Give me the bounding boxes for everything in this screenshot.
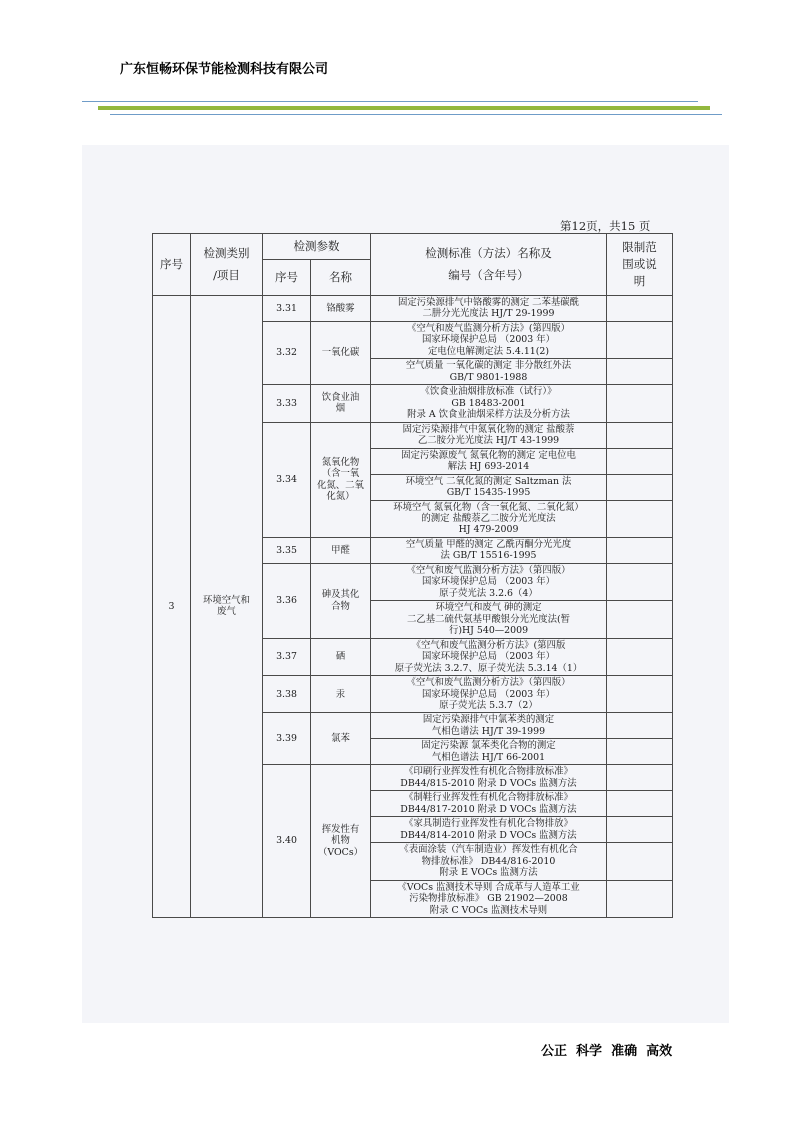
header-category-line2: /项目 (213, 267, 240, 282)
table-row (153, 296, 673, 322)
standard-line: 《表面涂装（汽车制造业）挥发性有机化合 (399, 844, 578, 856)
standard-line: DB44/814-2010 附录 D VOCs 监测方法 (400, 829, 577, 841)
standard-cell (371, 843, 607, 880)
standard-cell (371, 791, 607, 817)
param-number: 3.40 (263, 765, 311, 918)
standard-line: 乙二胺分光光度法 HJ/T 43-1999 (417, 435, 560, 447)
standard-cell (371, 321, 607, 358)
standard-cell (371, 739, 607, 765)
param-name (311, 422, 371, 537)
header-param-seq: 序号 (263, 260, 311, 296)
param-name-line: 饮食业油 (321, 392, 360, 404)
standard-line: 《VOCs 监测技术导则 合成革与人造革工业 (397, 881, 580, 893)
standard-line: GB/T 15435-1995 (446, 487, 531, 499)
company-name: 广东恒畅环保节能检测科技有限公司 (120, 62, 329, 77)
param-name-line: 甲醛 (331, 544, 350, 556)
standard-line: GB/T 9801-1988 (449, 371, 528, 383)
standard-line: 国家环境保护总局 （2003 年） (422, 688, 555, 700)
page-number: 第12页，共15 页 (560, 219, 651, 233)
standard-line: 气相色谱法 HJ/T 66-2001 (431, 751, 546, 763)
limit-cell (607, 817, 673, 843)
standard-line: 国家环境保护总局 （2003 年） (422, 651, 555, 663)
limit-cell (607, 713, 673, 739)
limit-cell (607, 601, 673, 638)
standard-cell (371, 385, 607, 422)
standard-cell (371, 448, 607, 474)
standard-line: 原子荧光法 3.2.6（4） (439, 587, 538, 599)
standard-line: DB44/817-2010 附录 D VOCs 监测方法 (400, 803, 577, 815)
param-number: 3.35 (263, 537, 311, 563)
header-rule-green (98, 106, 710, 110)
param-name-line: 一氧化碳 (321, 347, 360, 359)
standard-line: 《印刷行业挥发性有机化合物排放标准》 (404, 766, 573, 778)
standard-cell (371, 817, 607, 843)
standard-line: 物排放标准》 DB44/816-2010 (421, 855, 556, 867)
param-name-line: 汞 (335, 688, 346, 700)
standard-cell (371, 638, 607, 675)
param-name (311, 676, 371, 713)
standard-line: 固定污染源排气中氮氧化物的测定 盐酸萘 (402, 423, 575, 435)
param-name-line: 氮氧化物 (321, 456, 360, 468)
standard-line: GB 18483-2001 (451, 397, 526, 409)
standard-cell (371, 880, 607, 917)
standard-line: 固定污染源 氯苯类化合物的测定 (421, 740, 556, 752)
param-number: 3.38 (263, 676, 311, 713)
standard-line: 附录 A 饮食业油烟采样方法及分析方法 (407, 409, 570, 421)
standard-line: 固定污染源废气 氮氧化物的测定 定电位电 (401, 449, 576, 461)
standard-cell (371, 422, 607, 448)
footer-slogan: 公正 科学 准确 高效 (541, 1044, 673, 1059)
param-name-line: 挥发性有 (321, 823, 360, 835)
param-name-line: （VOCs） (317, 846, 364, 858)
standard-line: 《家具制造行业挥发性有机化合物排放》 (404, 818, 573, 830)
param-name-line: （含一氧 (321, 468, 360, 480)
standard-line: 环境空气和废气 砷的测定 (435, 602, 542, 614)
standard-line: 附录 C VOCs 监测技术导则 (429, 904, 548, 916)
standard-line: 《空气和废气监测分析方法》（第四版） (406, 564, 571, 576)
standard-line: 环境空气 二氧化氮的测定 Saltzman 法 (405, 475, 572, 487)
standard-cell (371, 676, 607, 713)
standard-line: HJ 479-2009 (458, 524, 519, 536)
standard-line: 《饮食业油烟排放标准（试行）》 (420, 386, 557, 398)
header-limit (607, 234, 673, 296)
standard-cell (371, 474, 607, 500)
standard-line: 固定污染源排气中氯苯类的测定 (422, 714, 555, 726)
certificate-table (152, 233, 673, 918)
standard-line: 二乙基二硫代氨基甲酸银分光光度法(暂 (406, 613, 571, 625)
header-standard-line2: 编号（含年号） (448, 267, 529, 282)
header-seq: 序号 (153, 234, 191, 296)
standard-line: 附录 E VOCs 监测方法 (439, 867, 538, 879)
standard-line: 环境空气 氮氧化物（含一氧化氮、二氧化氮） (393, 501, 584, 513)
param-number: 3.33 (263, 385, 311, 422)
limit-cell (607, 880, 673, 917)
standard-cell (371, 563, 607, 600)
standard-cell (371, 296, 607, 322)
param-name-line: 机物 (331, 835, 350, 847)
param-number: 3.37 (263, 638, 311, 675)
limit-cell (607, 474, 673, 500)
limit-cell (607, 676, 673, 713)
limit-cell (607, 296, 673, 322)
standard-line: 行)HJ 540—2009 (448, 625, 529, 637)
standard-line: 国家环境保护总局 （2003 年） (422, 334, 555, 346)
limit-cell (607, 500, 673, 537)
param-name (311, 537, 371, 563)
limit-cell (607, 563, 673, 600)
limit-cell (607, 385, 673, 422)
standard-line: 《空气和废气监测分析方法》（第四版） (406, 677, 571, 689)
param-name-line: 硒 (335, 651, 346, 663)
param-name (311, 321, 371, 384)
header-standard-line1: 检测标准（方法）名称及 (425, 246, 552, 261)
standard-line: 空气质量 甲醛的测定 乙酰丙酮分光光度 (405, 538, 572, 550)
header-standard (371, 234, 607, 296)
standard-cell (371, 713, 607, 739)
group-seq: 3 (153, 296, 191, 918)
header-category-line1: 检测类别 (203, 246, 250, 261)
limit-cell (607, 739, 673, 765)
param-number: 3.39 (263, 713, 311, 765)
limit-cell (607, 765, 673, 791)
param-number: 3.36 (263, 563, 311, 638)
param-number: 3.32 (263, 321, 311, 384)
standard-line: 《空气和废气监测分析方法》(第四版 (411, 639, 566, 651)
standard-line: 气相色谱法 HJ/T 39-1999 (431, 725, 546, 737)
standard-line: 二肼分光光度法 HJ/T 29-1999 (422, 308, 555, 320)
standard-line: 固定污染源排气中铬酸雾的测定 二苯基碳酰 (397, 297, 580, 308)
standard-cell (371, 500, 607, 537)
param-name (311, 563, 371, 638)
standard-line: 原子荧光法 3.2.7、原子荧光法 5.3.14（1） (394, 662, 583, 674)
standard-line: 国家环境保护总局 （2003 年） (422, 576, 555, 588)
limit-cell (607, 843, 673, 880)
group-category-line: 废气 (217, 606, 236, 618)
limit-cell (607, 537, 673, 563)
standard-line: 污染物排放标准》 GB 21902—2008 (409, 893, 568, 905)
standard-line: 原子荧光法 5.3.7（2） (439, 700, 538, 711)
standard-line: 《制鞋行业挥发性有机化合物排放标准》 (404, 792, 573, 804)
limit-cell (607, 422, 673, 448)
group-category (191, 296, 263, 918)
header-limit-line3: 明 (633, 273, 646, 288)
standard-line: 《空气和废气监测分析方法》(第四版） (406, 322, 571, 334)
standard-line: DB44/815-2010 附录 D VOCs 监测方法 (400, 777, 577, 789)
header-rule-top (82, 101, 698, 102)
param-number: 3.31 (263, 296, 311, 322)
param-name-line: 氯苯 (331, 733, 350, 745)
param-name (311, 638, 371, 675)
group-category-line: 环境空气和 (203, 595, 250, 607)
standard-line: 法 GB/T 15516-1995 (440, 550, 537, 562)
standard-line: 定电位电解测定法 5.4.11(2) (427, 345, 550, 357)
standard-cell (371, 359, 607, 385)
param-name-line: 合物 (331, 600, 350, 612)
param-name-line: 砷及其化 (321, 589, 360, 601)
header-category (191, 234, 263, 296)
param-number: 3.34 (263, 422, 311, 537)
param-name (311, 296, 371, 322)
standard-cell (371, 537, 607, 563)
param-name (311, 765, 371, 918)
limit-cell (607, 321, 673, 358)
header-limit-line1: 限制范 (622, 240, 657, 255)
limit-cell (607, 638, 673, 675)
standard-line: 的测定 盐酸萘乙二胺分光光度法 (421, 512, 556, 524)
standard-line: 空气质量 一氧化碳的测定 非分散红外法 (405, 360, 572, 372)
header-rule-bottom (110, 114, 722, 115)
limit-cell (607, 791, 673, 817)
param-name-line: 铬酸雾 (326, 302, 355, 314)
limit-cell (607, 448, 673, 474)
limit-cell (607, 359, 673, 385)
param-name (311, 385, 371, 422)
standard-line: 解法 HJ 693-2014 (447, 461, 530, 473)
param-name-line: 化氮） (326, 491, 355, 503)
header-param-name: 名称 (311, 260, 371, 296)
param-name-line: 化氮、二氧 (317, 479, 364, 491)
header-params: 检测参数 (263, 234, 371, 260)
param-name (311, 713, 371, 765)
param-name-line: 烟 (335, 403, 346, 415)
header-limit-line2: 围或说 (622, 257, 657, 272)
standard-cell (371, 601, 607, 638)
standard-cell (371, 765, 607, 791)
